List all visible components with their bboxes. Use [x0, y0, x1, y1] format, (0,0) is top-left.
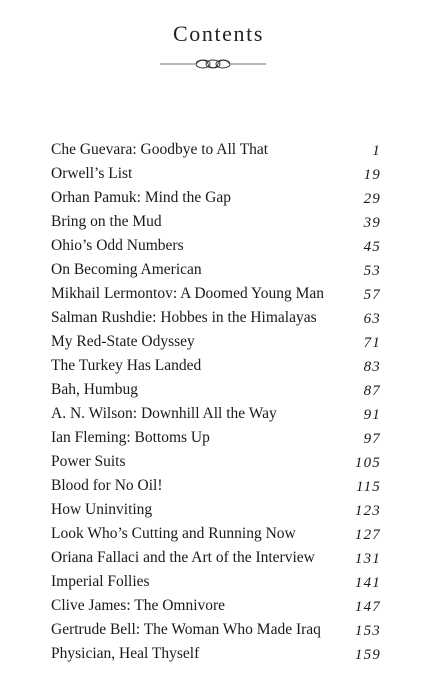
- toc-entry-title: Orwell’s List: [51, 165, 133, 182]
- toc-entry-title: Imperial Follies: [51, 573, 150, 590]
- toc-entry-title: Physician, Heal Thyself: [51, 645, 200, 662]
- table-of-contents: [51, 140, 381, 668]
- toc-entry-page-number: 123: [354, 503, 381, 519]
- toc-entry-page-number: 131: [354, 551, 381, 567]
- toc-entry: [51, 404, 381, 428]
- toc-entry-title: How Uninviting: [51, 501, 153, 518]
- toc-entry-page-number: 71: [363, 335, 381, 351]
- toc-entry-page-number: 153: [354, 623, 381, 639]
- toc-entry-page-number: 83: [363, 359, 381, 375]
- toc-entry: [51, 644, 381, 668]
- toc-entry: [51, 500, 381, 524]
- toc-entry: [51, 236, 381, 260]
- double-loop-flourish-icon: [160, 57, 266, 71]
- toc-entry: [51, 212, 381, 236]
- toc-entry-page-number: 127: [354, 527, 381, 543]
- page-title: Contents: [172, 21, 265, 46]
- toc-entry-page-number: 45: [363, 239, 381, 255]
- toc-entry-page-number: 53: [363, 263, 381, 279]
- toc-entry-title: Mikhail Lermontov: A Doomed Young Man: [51, 285, 324, 302]
- toc-entry-page-number: 115: [356, 479, 381, 495]
- toc-entry-title: Clive James: The Omnivore: [51, 597, 226, 614]
- toc-entry-page-number: 19: [363, 167, 381, 183]
- toc-entry-page-number: 105: [354, 455, 381, 471]
- toc-entry-title: Bring on the Mud: [51, 213, 162, 230]
- toc-entry: [51, 260, 381, 284]
- toc-entry: [51, 452, 381, 476]
- toc-entry: [51, 332, 381, 356]
- toc-entry: [51, 380, 381, 404]
- toc-entry: [51, 524, 381, 548]
- toc-entry-page-number: 97: [363, 431, 381, 447]
- toc-entry: [51, 308, 381, 332]
- toc-entry-page-number: 57: [363, 287, 381, 303]
- toc-entry-page-number: 141: [354, 575, 381, 591]
- toc-entry-page-number: 147: [354, 599, 381, 615]
- toc-entry: [51, 596, 381, 620]
- toc-entry-title: Power Suits: [51, 453, 126, 470]
- toc-entry-page-number: 87: [363, 383, 381, 399]
- toc-entry-title: Ian Fleming: Bottoms Up: [51, 429, 210, 446]
- toc-entry: [51, 620, 381, 644]
- toc-entry-title: Orhan Pamuk: Mind the Gap: [51, 189, 231, 206]
- toc-entry-page-number: 39: [363, 215, 381, 231]
- toc-entry-page-number: 63: [363, 311, 381, 327]
- toc-entry-title: Oriana Fallaci and the Art of the Interview: [51, 549, 315, 566]
- toc-entry-title: Ohio’s Odd Numbers: [51, 237, 184, 254]
- toc-entry-title: Gertrude Bell: The Woman Who Made Iraq: [51, 621, 321, 638]
- toc-entry-title: Che Guevara: Goodbye to All That: [51, 141, 269, 158]
- toc-entry: [51, 572, 381, 596]
- toc-entry: [51, 476, 381, 500]
- toc-entry: [51, 140, 381, 164]
- toc-entry-title: On Becoming American: [51, 261, 202, 278]
- toc-entry-page-number: 159: [354, 647, 381, 663]
- toc-entry-title: Look Who’s Cutting and Running Now: [51, 525, 296, 542]
- toc-entry-page-number: 1: [372, 143, 381, 159]
- toc-entry: [51, 428, 381, 452]
- toc-entry-page-number: 29: [363, 191, 381, 207]
- toc-entry: [51, 164, 381, 188]
- toc-entry: [51, 356, 381, 380]
- toc-entry-title: My Red-State Odyssey: [51, 333, 195, 350]
- toc-entry: [51, 188, 381, 212]
- toc-entry-title: A. N. Wilson: Downhill All the Way: [51, 405, 277, 422]
- toc-entry-title: Bah, Humbug: [51, 381, 138, 398]
- toc-entry-page-number: 91: [363, 407, 381, 423]
- toc-entry-title: The Turkey Has Landed: [51, 357, 202, 374]
- toc-entry: [51, 284, 381, 308]
- toc-entry-title: Blood for No Oil!: [51, 477, 163, 494]
- toc-entry-title: Salman Rushdie: Hobbes in the Himalayas: [51, 309, 317, 326]
- toc-entry: [51, 548, 381, 572]
